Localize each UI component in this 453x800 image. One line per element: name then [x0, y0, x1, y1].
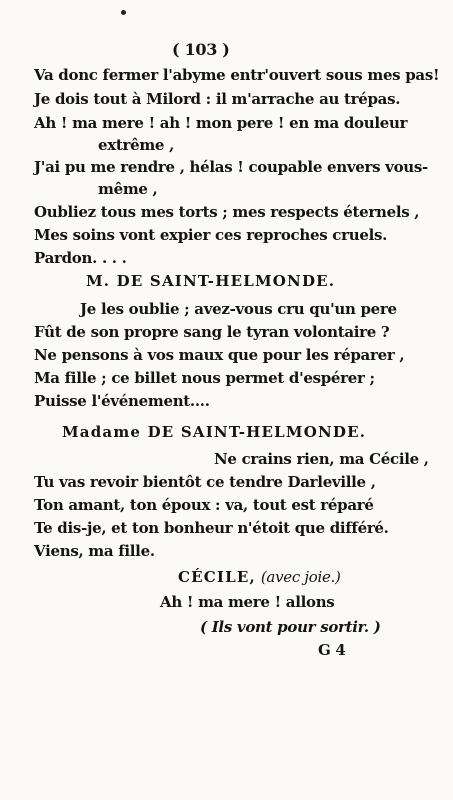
speaker-name: CÉCILE, — [178, 568, 256, 586]
ink-speck — [121, 10, 126, 15]
verse-line: même , — [98, 180, 158, 198]
page-number: ( 103 ) — [172, 40, 230, 59]
verse-line: extrême , — [98, 136, 175, 154]
verse-line: Ne pensons à vos maux que pour les réparer , — [34, 346, 405, 364]
verse-line: Mes soins vont expier ces reproches cruels. — [34, 226, 388, 244]
speaker-heading: Madame DE SAINT-HELMONDE. — [62, 423, 367, 441]
speaker-heading-group — [178, 568, 341, 586]
verse-line: Viens, ma fille. — [34, 542, 155, 560]
stage-direction: ( Ils vont pour sortir. ) — [200, 618, 381, 636]
verse-line: Te dis-je, et ton bonheur n'étoit que différé. — [34, 519, 389, 537]
verse-line: Va donc fermer l'abyme entr'ouvert sous mes pas! — [34, 66, 440, 84]
verse-line: Fût de son propre sang le tyran volontaire ? — [34, 323, 390, 341]
verse-line: Ah ! ma mere ! allons — [160, 593, 335, 611]
verse-line: Ah ! ma mere ! ah ! mon pere ! en ma douleur — [34, 114, 408, 132]
verse-line: Pardon. . . . — [34, 249, 127, 267]
verse-line: Ne crains rien, ma Cécile , — [214, 450, 429, 468]
signature-mark: G 4 — [318, 641, 346, 659]
verse-line: Je dois tout à Milord : il m'arrache au trépas. — [34, 90, 401, 108]
verse-line: Ton amant, ton époux : va, tout est réparé — [34, 496, 374, 514]
verse-line: Ma fille ; ce billet nous permet d'espérer ; — [34, 369, 375, 387]
verse-line: Puisse l'événement.... — [34, 392, 210, 410]
speaker-heading: M. DE SAINT-HELMONDE. — [86, 272, 336, 290]
verse-line: Je les oublie ; avez-vous cru qu'un pere — [80, 300, 397, 318]
verse-line: J'ai pu me rendre , hélas ! coupable envers vous- — [34, 158, 428, 176]
verse-line: Tu vas revoir bientôt ce tendre Darleville , — [34, 473, 376, 491]
verse-line: Oubliez tous mes torts ; mes respects éternels , — [34, 203, 420, 221]
speaker-direction: (avec joie.) — [260, 568, 341, 586]
